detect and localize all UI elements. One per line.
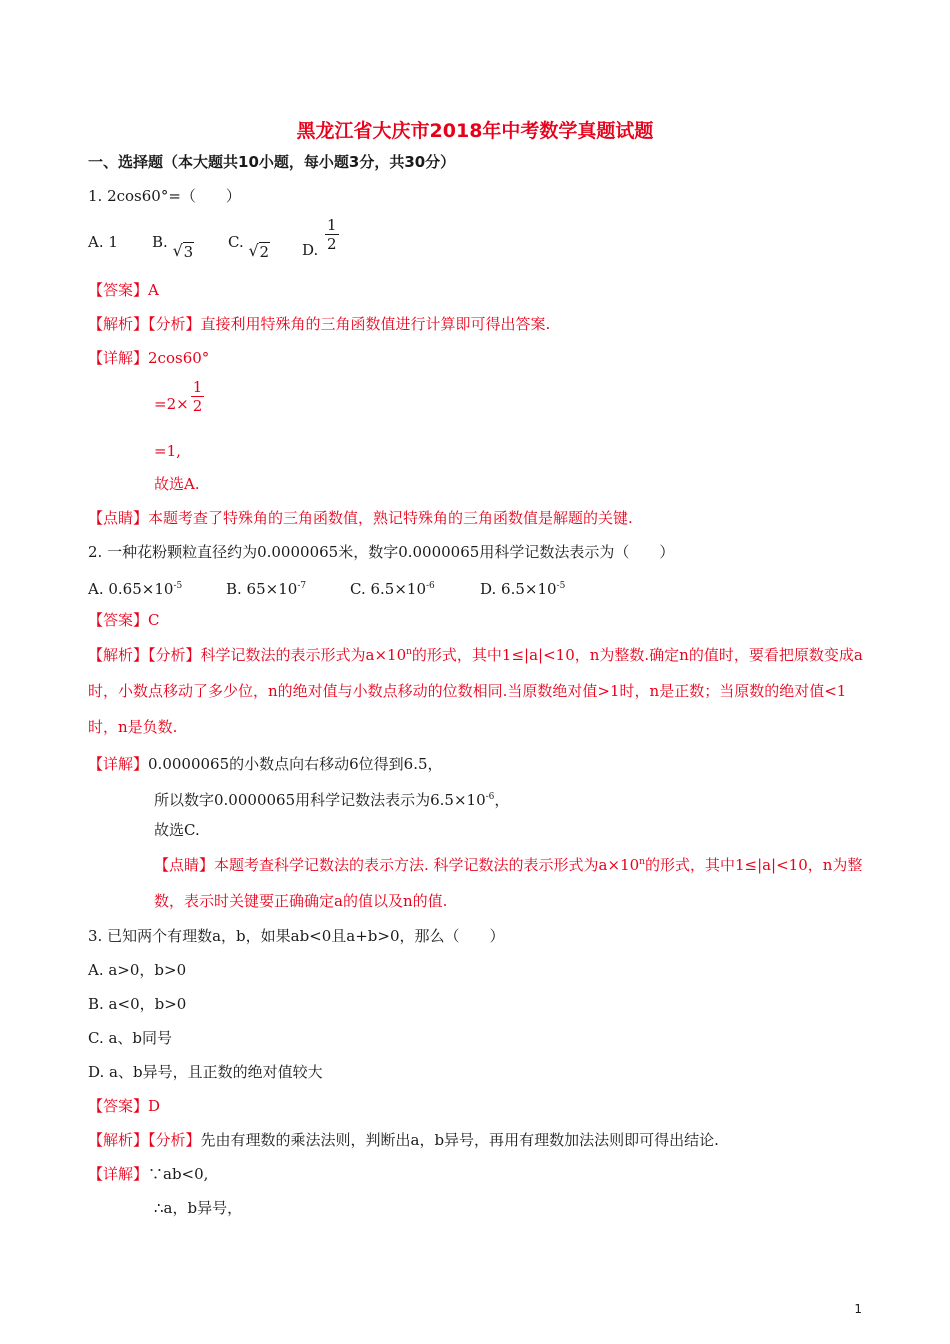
q2-comment-text-a: 本题考查科学记数法的表示方法. 科学记数法的表示形式为a×10 <box>214 856 640 874</box>
q3-analysis-tag: 【解析】【分析】 <box>88 1131 201 1149</box>
document-title: 黑龙江省大庆市2018年中考数学真题试题 <box>296 120 654 142</box>
q2-answer-value: C <box>148 611 160 629</box>
q1-answer <box>88 280 159 300</box>
q3-detail <box>88 1164 208 1184</box>
q1-detail-line-2-prefix: =2× <box>154 394 189 413</box>
page-number: 1 <box>854 1302 862 1316</box>
q2-option-c <box>350 576 435 599</box>
q2-detail-line-2-exp: -6 <box>485 792 495 802</box>
q2-analysis-text-a: 科学记数法的表示形式为a×10 <box>200 646 407 664</box>
q2-analysis-tag: 【解析】【分析】 <box>88 646 201 664</box>
q2-answer-tag: 【答案】 <box>88 611 149 629</box>
q3-answer-tag: 【答案】 <box>88 1097 149 1115</box>
q2-detail-line-1: 0.0000065的小数点向右移动6位得到6.5， <box>148 755 443 773</box>
q1-option-a: A. 1 <box>88 233 118 251</box>
q2-detail-line-2-text: 所以数字0.0000065用科学记数法表示为6.5×10 <box>154 791 486 809</box>
q2-comment-sup: n <box>639 857 645 867</box>
q3-analysis-text: 先由有理数的乘法法则，判断出a，b异号，再用有理数加法法则即可得出结论. <box>200 1131 719 1149</box>
q1-detail-tag: 【详解】 <box>88 349 149 367</box>
q1-option-c-sqrt: √ 2 <box>248 241 270 261</box>
q2-option-c-text: C. 6.5×10 <box>350 580 426 598</box>
q2-comment-text-b: 的形式，其中1≤|a|<10，n为整数，表示时关键要正确确定a的值以及n的值. <box>154 856 863 910</box>
q2-analysis <box>88 634 864 745</box>
q1-option-c-label: C. <box>228 233 244 251</box>
q1-detail-fraction-den: 2 <box>192 397 203 415</box>
q3-option-c: C. a、b同号 <box>88 1029 173 1047</box>
q2-comment <box>154 844 864 919</box>
q2-detail-tag: 【详解】 <box>88 755 149 773</box>
q2-analysis-sup: n <box>406 647 412 657</box>
q3-option-a: A. a>0，b>0 <box>88 961 187 979</box>
q2-stem: 2. 一种花粉颗粒直径约为0.0000065米，数字0.0000065用科学记数法表示为（ ） <box>88 543 675 561</box>
q1-option-d-denominator: 2 <box>327 235 337 253</box>
q2-detail-line-3: 故选C. <box>154 821 200 839</box>
q3-analysis <box>88 1130 719 1150</box>
q2-option-d <box>480 576 565 599</box>
q3-detail-tag: 【详解】 <box>88 1165 149 1183</box>
q1-comment <box>88 508 633 528</box>
q2-analysis-text-b: 的形式，其中1≤|a|<10，n为整数.确定n的值时，要看把原数变成a时，小数点移动了多少位，n的绝对值与小数点移动的位数相同.当原数绝对值>1时，n是正数；当原数的绝对值<1时，n是负数. <box>88 646 863 736</box>
q1-analysis <box>88 314 550 334</box>
q1-option-d-fraction <box>325 216 339 253</box>
q2-option-a <box>88 576 182 599</box>
q2-option-d-text: D. 6.5×10 <box>480 580 557 598</box>
q1-option-b-sqrt: √ 3 <box>172 241 194 261</box>
q1-option-d-label: D. <box>302 240 319 259</box>
q1-option-c-radicand: 2 <box>259 243 270 261</box>
q2-option-b <box>226 576 306 599</box>
q1-detail <box>88 348 209 368</box>
q1-option-c <box>228 233 270 261</box>
q2-detail-line-2 <box>154 787 509 810</box>
q2-option-b-text: B. 65×10 <box>226 580 298 598</box>
q1-comment-tag: 【点睛】 <box>88 509 149 527</box>
q2-detail-line-2-end: ， <box>494 791 510 809</box>
q3-option-b: B. a<0，b>0 <box>88 995 187 1013</box>
q1-option-b <box>152 233 194 261</box>
q3-answer-value: D <box>148 1097 161 1115</box>
q3-detail-line-2: ∴a，b异号， <box>154 1199 243 1217</box>
q3-answer <box>88 1096 160 1116</box>
q1-comment-text: 本题考查了特殊角的三角函数值，熟记特殊角的三角函数值是解题的关键. <box>148 509 633 527</box>
q2-option-d-exp: -5 <box>556 581 566 591</box>
q1-option-b-label: B. <box>152 233 168 251</box>
q1-detail-fraction <box>191 378 205 415</box>
q2-detail <box>88 754 443 774</box>
q1-answer-tag: 【答案】 <box>88 281 149 299</box>
q1-stem: 1. 2cos60°=（ ） <box>88 187 241 205</box>
q2-option-b-exp: -7 <box>297 581 307 591</box>
q1-detail-line-2 <box>154 378 206 415</box>
q1-detail-fraction-num: 1 <box>192 378 203 396</box>
q1-option-d-numerator: 1 <box>327 216 337 234</box>
section-header: 一、选择题（本大题共10小题，每小题3分，共30分） <box>88 153 456 171</box>
q2-comment-tag: 【点睛】 <box>154 856 215 874</box>
q2-option-a-text: A. 0.65×10 <box>88 580 174 598</box>
q3-detail-line-1: ∵ab<0, <box>148 1165 209 1183</box>
q2-option-a-exp: -5 <box>173 581 183 591</box>
q3-option-d: D. a、b异号，且正数的绝对值较大 <box>88 1063 323 1081</box>
q1-answer-value: A <box>148 281 159 299</box>
q1-detail-line-4: 故选A. <box>154 475 200 493</box>
q1-option-d <box>302 216 341 259</box>
q1-analysis-tag: 【解析】【分析】 <box>88 315 201 333</box>
q3-stem: 3. 已知两个有理数a，b，如果ab<0且a+b>0，那么（ ） <box>88 927 505 945</box>
q2-answer <box>88 610 160 630</box>
q1-detail-line-3: =1, <box>154 442 181 460</box>
q1-detail-line-1: 2cos60° <box>148 349 210 367</box>
q1-option-b-radicand: 3 <box>183 243 194 261</box>
q1-analysis-text: 直接利用特殊角的三角函数值进行计算即可得出答案. <box>200 315 551 333</box>
q2-option-c-exp: -6 <box>426 581 435 591</box>
